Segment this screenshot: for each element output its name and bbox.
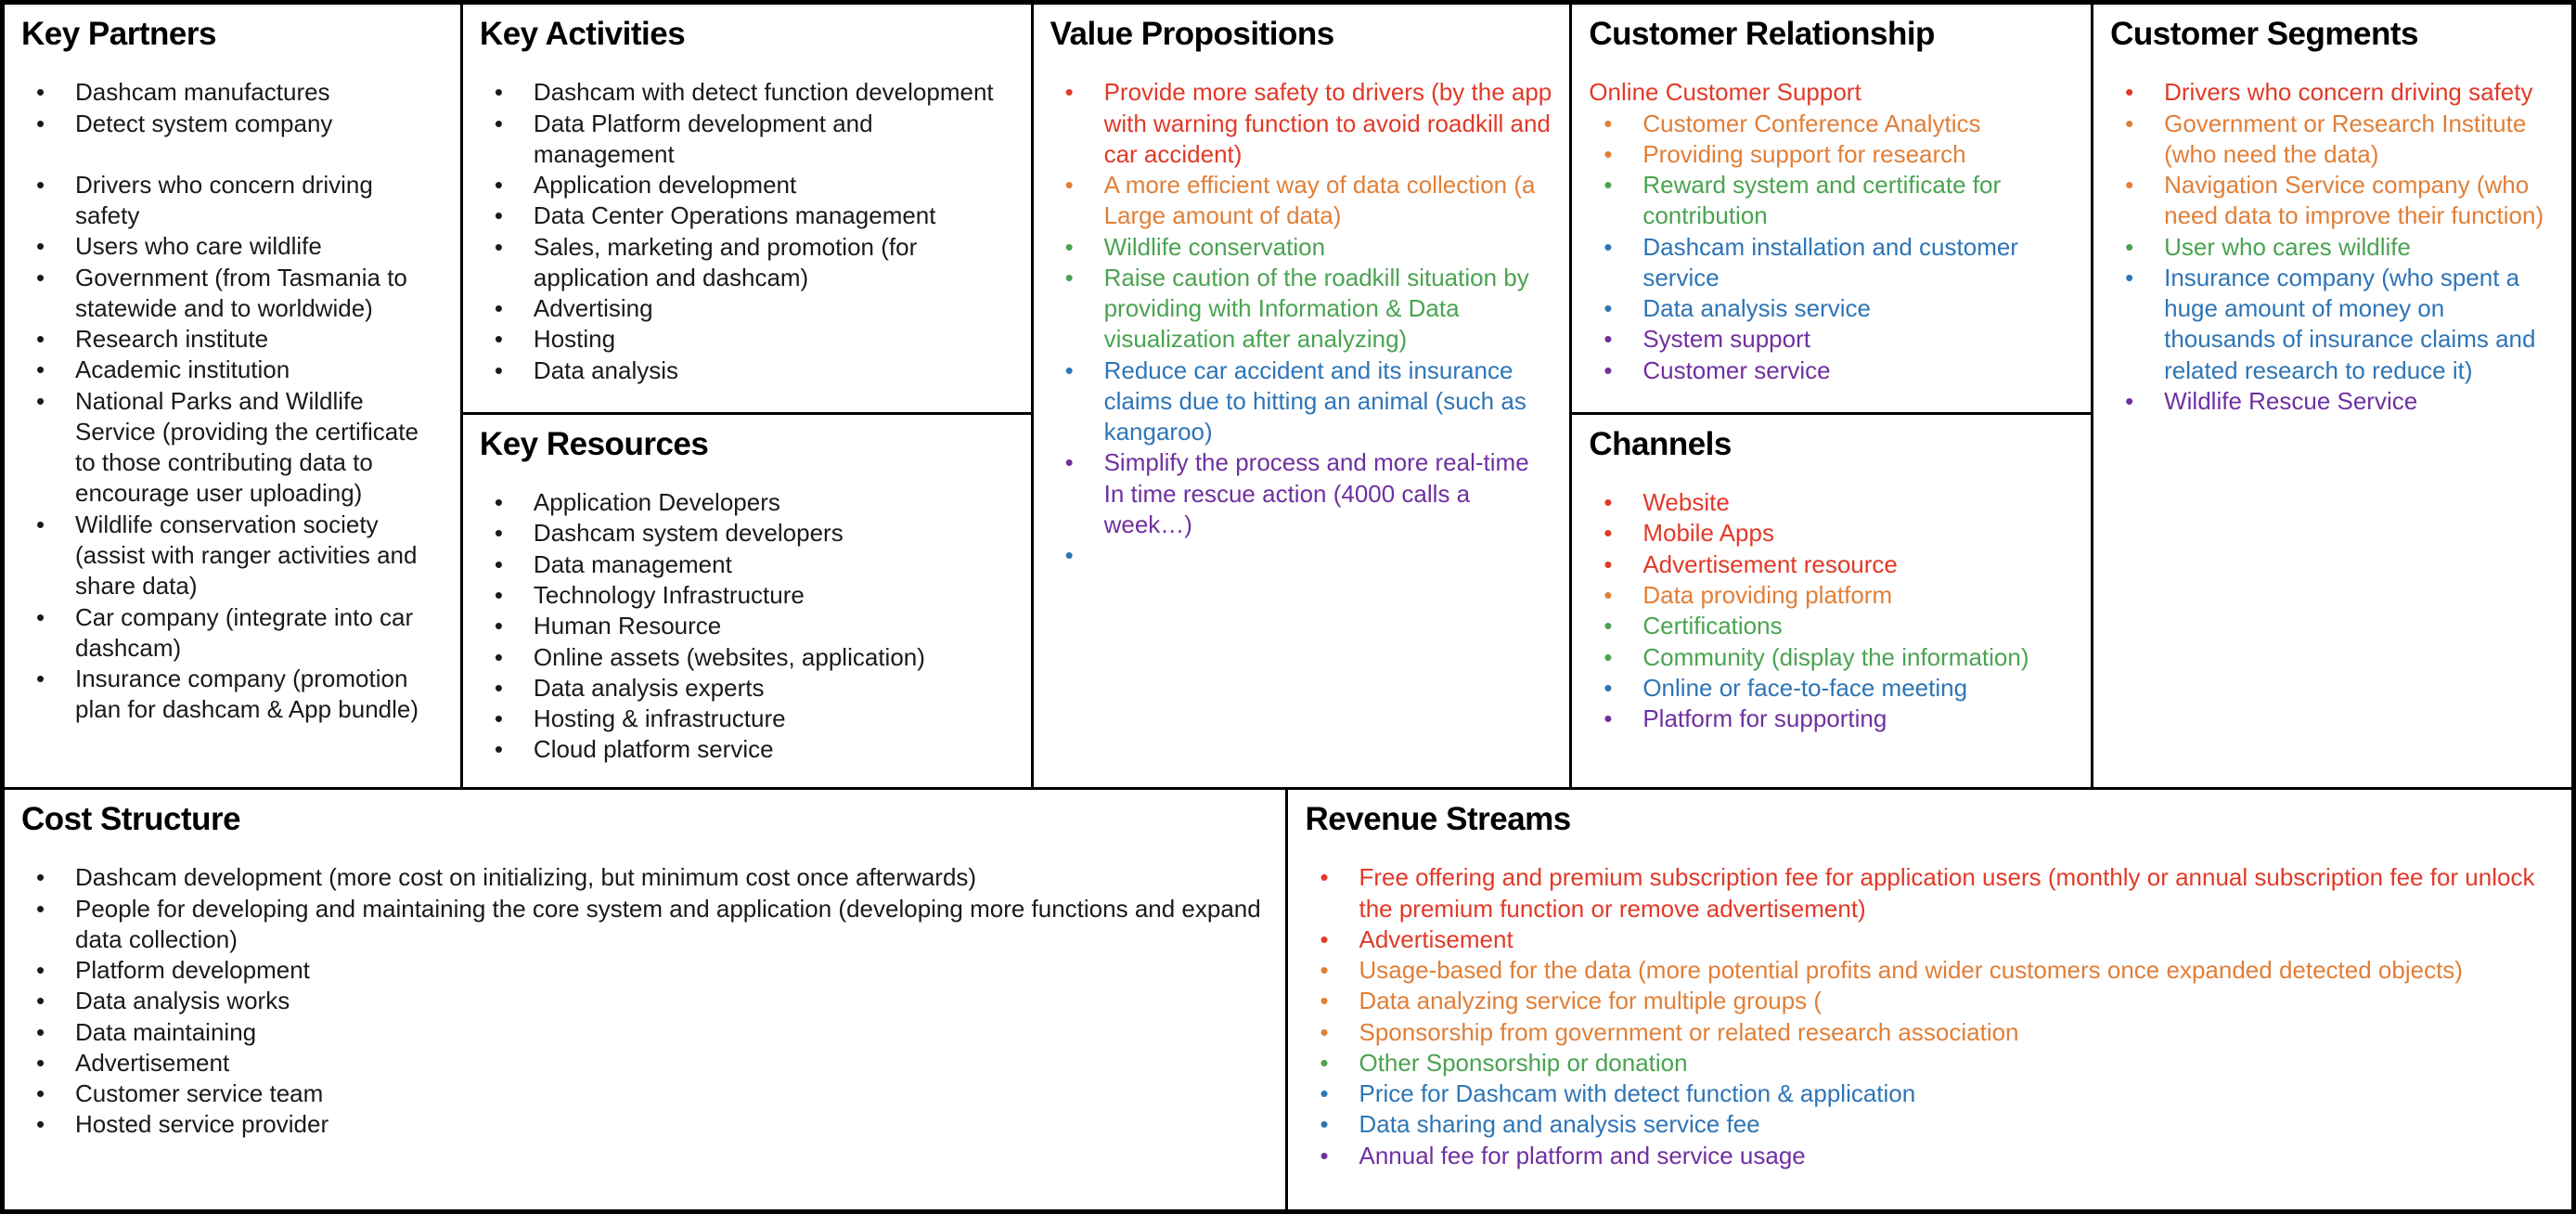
customer-segments-list <box>2110 77 2555 417</box>
bullet-icon: • <box>1604 171 1613 200</box>
bullet-icon: • <box>2125 263 2134 291</box>
list-item <box>1589 487 2074 518</box>
list-item-text: Reward system and certificate for contribution <box>1642 171 2002 230</box>
list-item-text: Provide more safety to drivers (by the app with warning function to avoid roadkill and car accident) <box>1103 78 1552 168</box>
bullet-icon: • <box>36 987 45 1015</box>
bullet-icon: • <box>494 294 504 323</box>
bullet-icon: • <box>36 894 45 923</box>
cost-structure-title: Cost Structure <box>21 801 241 837</box>
list-item-text: Data management <box>533 549 732 578</box>
list-item <box>1050 170 1553 232</box>
list-item-text: Data analysis <box>533 355 678 384</box>
bullet-icon: • <box>36 1110 45 1139</box>
list-item <box>1050 355 1553 448</box>
bullet-icon: • <box>36 355 45 384</box>
canvas-bottom-row <box>5 790 2571 1209</box>
list-item-text: Drivers who concern driving safety <box>75 170 373 230</box>
list-item <box>1589 232 2074 294</box>
list-item-text: Reduce car accident and its insurance claims due to hitting an animal (such as kangaroo) <box>1103 355 1526 446</box>
list-item-text: Dashcam installation and customer service <box>1642 232 2018 291</box>
list-item-text: Dashcam system developers <box>533 519 844 548</box>
list-item <box>480 170 1014 200</box>
key-activities-cell <box>463 5 1031 412</box>
bullet-icon: • <box>494 78 504 107</box>
list-item-text: Data sharing and analysis service fee <box>1359 1110 1760 1139</box>
list-item-text: Hosting <box>533 325 616 354</box>
list-item <box>1050 263 1553 355</box>
list-item <box>1589 518 2074 549</box>
list-item-text: Government (from Tasmania to statewide and to worldwide) <box>75 263 407 322</box>
bullet-icon: • <box>1064 355 1074 384</box>
list-item <box>1589 170 2074 232</box>
list-item-text: Community (display the information) <box>1642 642 2029 671</box>
list-item-text: People for developing and maintaining the core system and application (developing more functions and expand data collection) <box>75 894 1261 953</box>
list-item-text: Annual fee for platform and service usage <box>1359 1141 1806 1169</box>
list-item <box>21 386 444 510</box>
list-item-text: Data analysis service <box>1642 294 1871 323</box>
bullet-icon: • <box>36 1079 45 1108</box>
channels-title: Channels <box>1589 425 1732 462</box>
list-item <box>21 510 444 602</box>
bullet-icon: • <box>36 956 45 985</box>
list-item <box>480 77 1014 108</box>
list-spacer <box>21 139 444 170</box>
bullet-icon: • <box>36 1017 45 1046</box>
list-item-text: Platform for supporting <box>1642 704 1887 733</box>
list-item-text: Platform development <box>75 956 310 985</box>
bullet-icon: • <box>1320 987 1329 1015</box>
bullet-icon: • <box>494 171 504 200</box>
cost-structure-cell <box>5 790 1285 1209</box>
customer-segments-title: Customer Segments <box>2110 16 2418 52</box>
key-activities-title: Key Activities <box>479 16 686 52</box>
list-item <box>21 1078 1269 1109</box>
list-item <box>480 611 1014 641</box>
list-item-text: Simplify the process and more real-time In time rescue action (4000 calls a week…) <box>1103 448 1529 538</box>
list-item-text: Data analysis experts <box>533 673 765 702</box>
list-item <box>1589 549 2074 580</box>
bullet-icon: • <box>2125 386 2134 415</box>
bullet-icon: • <box>494 109 504 137</box>
list-item-text: Data maintaining <box>75 1017 257 1046</box>
list-item <box>480 487 1014 518</box>
list-item <box>2110 109 2555 171</box>
bullet-icon: • <box>494 488 504 517</box>
list-item <box>1589 77 2074 108</box>
bullet-icon: • <box>494 519 504 548</box>
key-partners-cell <box>5 5 460 787</box>
list-item-text: Application Developers <box>533 488 780 517</box>
list-item <box>480 734 1014 765</box>
key-partners-title: Key Partners <box>21 16 216 52</box>
list-item-text: Online Customer Support <box>1589 78 1861 107</box>
value-propositions-title: Value Propositions <box>1050 16 1334 52</box>
list-item-text: System support <box>1642 325 1810 354</box>
bullet-icon: • <box>1320 1110 1329 1139</box>
bullet-icon: • <box>1604 581 1613 609</box>
bullet-icon: • <box>1064 448 1074 477</box>
list-item-text: Data Platform development and management <box>533 109 873 168</box>
bullet-icon: • <box>1604 704 1613 733</box>
list-item <box>1305 1048 2555 1078</box>
bullet-icon: • <box>1604 673 1613 702</box>
list-item <box>21 324 444 355</box>
list-item <box>2110 170 2555 232</box>
list-item <box>1589 293 2074 324</box>
list-item-text: Detect system company <box>75 109 333 137</box>
customer-relationship-list <box>1589 77 2074 386</box>
list-item <box>21 986 1269 1016</box>
key-resources-list <box>480 487 1014 765</box>
list-item-text: Cloud platform service <box>533 735 774 764</box>
value-propositions-cell <box>1034 5 1570 787</box>
list-item <box>1050 77 1553 170</box>
list-item-text: Data providing platform <box>1642 581 1893 609</box>
bullet-icon: • <box>2125 171 2134 200</box>
list-item <box>1589 109 2074 139</box>
list-item <box>1305 862 2555 924</box>
list-item <box>480 355 1014 386</box>
bullet-icon: • <box>494 232 504 261</box>
channels-list <box>1589 487 2074 734</box>
bullet-icon: • <box>2125 78 2134 107</box>
list-item-text: Customer Conference Analytics <box>1642 109 1981 137</box>
list-item <box>1589 355 2074 386</box>
list-item-text: Advertisement <box>75 1048 230 1077</box>
list-item <box>21 894 1269 956</box>
list-item-text: Human Resource <box>533 612 722 640</box>
bullet-icon: • <box>1604 612 1613 640</box>
bullet-icon: • <box>494 735 504 764</box>
bullet-icon: • <box>1604 355 1613 384</box>
list-item <box>1589 704 2074 734</box>
list-item <box>480 232 1014 294</box>
bullet-icon: • <box>1604 519 1613 548</box>
customer-segments-cell <box>2093 5 2571 787</box>
list-item-text: Other Sponsorship or donation <box>1359 1048 1688 1077</box>
bullet-icon: • <box>1320 924 1329 953</box>
list-item <box>1305 1017 2555 1048</box>
list-item <box>21 170 444 232</box>
list-item-text: Wildlife Rescue Service <box>2164 386 2418 415</box>
list-item <box>2110 263 2555 386</box>
list-item <box>480 549 1014 580</box>
list-item <box>21 1048 1269 1078</box>
list-item <box>21 1109 1269 1140</box>
list-item <box>1305 1109 2555 1140</box>
list-item-text: Academic institution <box>75 355 290 384</box>
key-activities-list <box>480 77 1014 386</box>
list-item-text: Hosted service provider <box>75 1110 329 1139</box>
list-item-text: Mobile Apps <box>1642 519 1774 548</box>
list-item <box>21 955 1269 986</box>
bullet-icon: • <box>1320 1079 1329 1108</box>
bullet-icon: • <box>494 612 504 640</box>
bullet-icon: • <box>1064 78 1074 107</box>
list-item-text: Website <box>1642 488 1730 517</box>
list-item-text: Data analysis works <box>75 987 290 1015</box>
list-item-text: Hosting & infrastructure <box>533 704 786 733</box>
list-item <box>480 580 1014 611</box>
list-item-text: Certifications <box>1642 612 1783 640</box>
bullet-icon: • <box>1064 263 1074 291</box>
bullet-icon: • <box>36 232 45 261</box>
bullet-icon: • <box>1604 232 1613 261</box>
bullet-icon: • <box>494 581 504 609</box>
bullet-icon: • <box>1604 294 1613 323</box>
list-item <box>21 231 444 262</box>
bullet-icon: • <box>1320 1017 1329 1046</box>
channels-cell <box>1572 415 2091 787</box>
bullet-icon: • <box>494 355 504 384</box>
list-item-text: Wildlife conservation society (assist with ranger activities and share data) <box>75 510 418 601</box>
list-item-text: Users who care wildlife <box>75 232 322 261</box>
list-item-text: Dashcam with detect function development <box>533 78 994 107</box>
list-item-text: Data Center Operations management <box>533 201 936 230</box>
list-item <box>1589 673 2074 704</box>
list-item <box>21 1017 1269 1048</box>
bullet-icon: • <box>1604 642 1613 671</box>
list-item-text: Dashcam development (more cost on initializing, but minimum cost once afterwards) <box>75 863 977 892</box>
list-item-text: National Parks and Wildlife Service (providing the certificate to those contributing data to encourage user uploading) <box>75 386 419 508</box>
list-item-text: Sponsorship from government or related research association <box>1359 1017 2019 1046</box>
list-item <box>21 109 444 139</box>
bullet-icon: • <box>494 201 504 230</box>
list-item-text: Application development <box>533 171 797 200</box>
list-item-text: Wildlife conservation <box>1103 232 1326 261</box>
customer-relationship-cell <box>1572 5 2091 412</box>
list-item-text: Government or Research Institute (who need the data) <box>2164 109 2527 168</box>
list-item-text: Sales, marketing and promotion (for application and dashcam) <box>533 232 918 291</box>
bullet-icon: • <box>494 325 504 354</box>
bullet-icon: • <box>1604 325 1613 354</box>
bullet-icon: • <box>36 109 45 137</box>
list-item <box>21 664 444 726</box>
list-item <box>480 518 1014 549</box>
list-item <box>1589 580 2074 611</box>
list-item-text: User who cares wildlife <box>2164 232 2411 261</box>
bullet-icon: • <box>36 170 45 199</box>
list-item-text: Price for Dashcam with detect function & application <box>1359 1079 1916 1108</box>
list-item-text: Navigation Service company (who need data to improve their function) <box>2164 171 2544 230</box>
list-item <box>480 642 1014 673</box>
bullet-icon: • <box>36 863 45 892</box>
list-item-text: Customer service <box>1642 355 1831 384</box>
bullet-icon: • <box>494 549 504 578</box>
bullet-icon: • <box>36 602 45 631</box>
list-item-text: Advertisement resource <box>1642 549 1898 578</box>
list-item <box>2110 232 2555 263</box>
list-item <box>1305 955 2555 986</box>
bullet-icon: • <box>1064 171 1074 200</box>
bullet-icon: • <box>36 1048 45 1077</box>
list-item <box>21 77 444 108</box>
list-item <box>1050 447 1553 540</box>
bullet-icon: • <box>494 673 504 702</box>
list-item <box>480 324 1014 355</box>
list-item-text: Data analyzing service for multiple groups ( <box>1359 987 1823 1015</box>
list-item <box>2110 77 2555 108</box>
list-item <box>1305 986 2555 1016</box>
list-item <box>21 355 444 385</box>
list-item-text: Technology Infrastructure <box>533 581 805 609</box>
list-item <box>21 602 444 665</box>
list-item <box>1305 924 2555 955</box>
list-item-text: Providing support for research <box>1642 139 1966 168</box>
list-item-text: Insurance company (promotion plan for dashcam & App bundle) <box>75 665 419 724</box>
list-item-text: Car company (integrate into car dashcam) <box>75 602 414 662</box>
bullet-icon: • <box>2125 232 2134 261</box>
list-item-text: Free offering and premium subscription fee for application users (monthly or annual subscription fee for unlock the premium function or remove advertisement) <box>1359 863 2535 923</box>
list-item <box>480 109 1014 171</box>
list-item <box>21 862 1269 893</box>
list-item <box>480 200 1014 231</box>
bullet-icon: • <box>36 325 45 354</box>
bullet-icon: • <box>1064 541 1074 570</box>
list-item-text: Drivers who concern driving safety <box>2164 78 2533 107</box>
bullet-icon: • <box>36 263 45 291</box>
list-item-text: Usage-based for the data (more potential profits and wider customers once expanded detected objects) <box>1359 956 2463 985</box>
bullet-icon: • <box>1604 549 1613 578</box>
bullet-icon: • <box>2125 109 2134 137</box>
bullet-icon: • <box>36 665 45 693</box>
list-item-text: Dashcam manufactures <box>75 78 330 107</box>
bullet-icon: • <box>494 642 504 671</box>
revenue-streams-title: Revenue Streams <box>1305 801 1571 837</box>
list-item-text: Advertisement <box>1359 924 1513 953</box>
bullet-icon: • <box>1320 1141 1329 1169</box>
customer-relationship-title: Customer Relationship <box>1589 16 1935 52</box>
list-item <box>480 704 1014 734</box>
bullet-icon: • <box>36 386 45 415</box>
bullet-icon: • <box>1604 488 1613 517</box>
list-item-text: Advertising <box>533 294 653 323</box>
list-item-text: Customer service team <box>75 1079 324 1108</box>
list-item-text: Online assets (websites, application) <box>533 642 925 671</box>
key-resources-cell <box>463 415 1031 787</box>
revenue-streams-list <box>1305 862 2555 1171</box>
bullet-icon: • <box>36 78 45 107</box>
list-item-text: Online or face-to-face meeting <box>1642 673 1968 702</box>
value-propositions-list <box>1050 77 1553 570</box>
bullet-icon: • <box>36 510 45 538</box>
list-item <box>1589 642 2074 673</box>
list-item <box>1305 1141 2555 1171</box>
bullet-icon: • <box>494 704 504 733</box>
key-resources-title: Key Resources <box>479 425 709 462</box>
bullet-icon: • <box>1320 1048 1329 1077</box>
list-item <box>480 673 1014 704</box>
revenue-streams-cell <box>1288 790 2571 1209</box>
list-item-text: Insurance company (who spent a huge amount of money on thousands of insurance claims and related research to reduce it) <box>2164 263 2536 384</box>
list-item <box>2110 386 2555 417</box>
list-item <box>1589 611 2074 641</box>
list-item <box>21 263 444 325</box>
list-item <box>1305 1078 2555 1109</box>
cost-structure-list <box>21 862 1269 1140</box>
canvas-top-row <box>5 5 2571 787</box>
key-partners-list <box>21 77 444 725</box>
list-item-text: Research institute <box>75 325 269 354</box>
bullet-icon: • <box>1064 232 1074 261</box>
list-item <box>1589 139 2074 170</box>
list-item-text: A more efficient way of data collection (a Large amount of data) <box>1103 171 1536 230</box>
bullet-icon: • <box>1320 956 1329 985</box>
list-item <box>1050 232 1553 263</box>
list-item <box>1589 324 2074 355</box>
bullet-icon: • <box>1604 139 1613 168</box>
bullet-icon: • <box>1604 109 1613 137</box>
list-item-text: Raise caution of the roadkill situation by providing with Information & Data visualization after analyzing) <box>1103 263 1529 354</box>
list-item <box>480 293 1014 324</box>
bullet-icon: • <box>1320 863 1329 892</box>
